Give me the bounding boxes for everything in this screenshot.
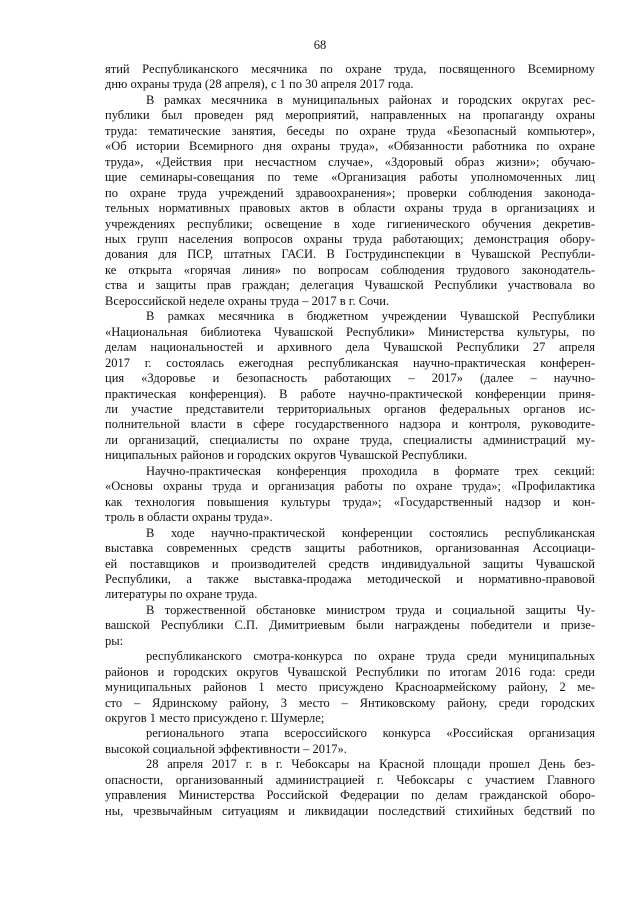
text-line: «Об истории Всемирного дня охраны труда», «Обязанности работника по охране: [105, 139, 595, 154]
text-line: республиканского смотра-конкурса по охране труда среди муниципальных: [146, 649, 595, 664]
paragraph: [105, 93, 595, 309]
text-line: дования для ПСР, штатных ГАСИ. В Гострудинспекции в Чувашской Республи-: [105, 247, 595, 262]
text-line: регионального этапа всероссийского конкурса «Российская организация: [146, 726, 595, 741]
paragraph: [105, 726, 595, 757]
text-line: муниципальных районов 1 место присуждено Красноармейскому району, 2 ме-: [105, 680, 595, 695]
text-line: ниципальных районов и городских округов Чувашской Республики.: [105, 448, 468, 463]
paragraph: [105, 603, 595, 649]
text-line: опасности, организованный администрацией г. Чебоксары с участием Главного: [105, 772, 595, 787]
text-line: высокой социальной эффективности – 2017».: [105, 741, 347, 756]
text-line: Республики, а также выставка-продажа методической и нормативно-правовой: [105, 571, 595, 586]
text-line: округов 1 место присуждено г. Шумерле;: [105, 711, 325, 726]
text-line: Научно-практическая конференция проходила в формате трех секций:: [146, 463, 595, 478]
text-line: труда: тематические занятия, беседы по охране труда «Безопасный компьютер»,: [105, 123, 595, 138]
paragraph: [105, 464, 595, 526]
paragraph: [105, 309, 595, 464]
text-line: щие семинары-совещания по теме «Организация работы уполномоченных лиц: [105, 170, 595, 185]
text-line: выставка современных средств защиты работников, организованная Ассоциаци-: [105, 541, 595, 556]
text-line: В рамках месячника в муниципальных районах и городских округах рес-: [146, 92, 595, 107]
text-line: ция «Здоровье и безопасность работающих – 2017» (далее – научно-: [105, 371, 595, 386]
text-line: публики был проведен ряд мероприятий, направленных на пропаганду охраны: [105, 108, 595, 123]
paragraph: [105, 526, 595, 603]
text-line: по охране труда учреждений здравоохранения»; проверки соблюдения законода-: [105, 185, 595, 200]
text-line: ства и защиты прав граждан; делегация Чувашской Республики участвовала во: [105, 278, 595, 293]
text-line: управления Министерства Российской Федерации по делам гражданской оборо-: [105, 788, 595, 803]
text-line: ятий Республиканского месячника по охране труда, посвященного Всемирному: [105, 62, 595, 76]
paragraph: [105, 757, 595, 819]
text-line: В рамках месячника в бюджетном учреждении Чувашской Республики: [146, 309, 595, 324]
document-body: [105, 62, 595, 819]
text-line: ей поставщиков и производителей средств индивидуальной защиты Чувашской: [105, 556, 595, 571]
text-line: В торжественной обстановке министром труда и социальной защиты Чу-: [146, 602, 595, 617]
text-line: троль в области охраны труда».: [105, 510, 273, 525]
text-line: дню охраны труда (28 апреля), с 1 по 30 апреля 2017 года.: [105, 77, 414, 92]
text-line: «Национальная библиотека Чувашской Республики» Министерства культуры, по: [105, 324, 595, 339]
text-line: практическая конференция). В работе научно-практической конференции приня-: [105, 386, 595, 401]
text-line: 28 апреля 2017 г. в г. Чебоксары на Красной площади прошел День без-: [146, 757, 595, 772]
text-line: Всероссийской неделе охраны труда – 2017 в г. Сочи.: [105, 293, 390, 308]
text-line: сто – Ядринскому району, 3 место – Янтиковскому району, среди городских: [105, 695, 595, 710]
text-line: тельных нормативных правовых актов в области охраны труда в организациях и: [105, 201, 595, 216]
paragraph: [105, 62, 595, 93]
text-line: 2017 г. состоялась ежегодная республиканская научно-практическая конферен-: [105, 355, 595, 370]
text-line: ных групп населения вопросов охраны труда работающих; демонстрация обору-: [105, 231, 595, 246]
page-number: 68: [313, 38, 327, 52]
text-line: ны, чрезвычайным ситуациям и ликвидации последствий стихийных бедствий по: [105, 803, 595, 818]
text-line: делам национальностей и архивного дела Чувашской Республики 27 апреля: [105, 340, 595, 355]
text-line: учреждениях республики; освещение в ходе гигиенического обучения декретив-: [105, 216, 595, 231]
paragraph: [105, 649, 595, 726]
text-line: ли участие представители территориальных органов федеральных органов ис-: [105, 401, 595, 416]
text-line: В ходе научно-практической конференции состоялись республиканская: [146, 525, 595, 540]
text-line: литературы по охране труда.: [105, 587, 258, 602]
text-line: как технология повышения культуры труда»; «Государственный надзор и кон-: [105, 494, 595, 509]
text-line: «Основы охраны труда и организация работы по охране труда»; «Профилактика: [105, 479, 595, 494]
text-line: ры:: [105, 633, 124, 648]
text-line: районов и городских округов Чувашской Республики по итогам 2016 года: среди: [105, 664, 595, 679]
text-line: труда», «Действия при несчастном случае», «Здоровый образ жизни»; обучаю-: [105, 154, 595, 169]
text-line: ли организаций, специалисты по охране труда, специалисты администраций му-: [105, 432, 595, 447]
text-line: вашской Республики С.П. Димитриевым были награждены победители и призе-: [105, 618, 595, 633]
text-line: полнительной власти в сфере государственного надзора и контроля, руководите-: [105, 417, 595, 432]
text-line: ке открыта «горячая линия» по вопросам соблюдения трудового законодатель-: [105, 262, 595, 277]
